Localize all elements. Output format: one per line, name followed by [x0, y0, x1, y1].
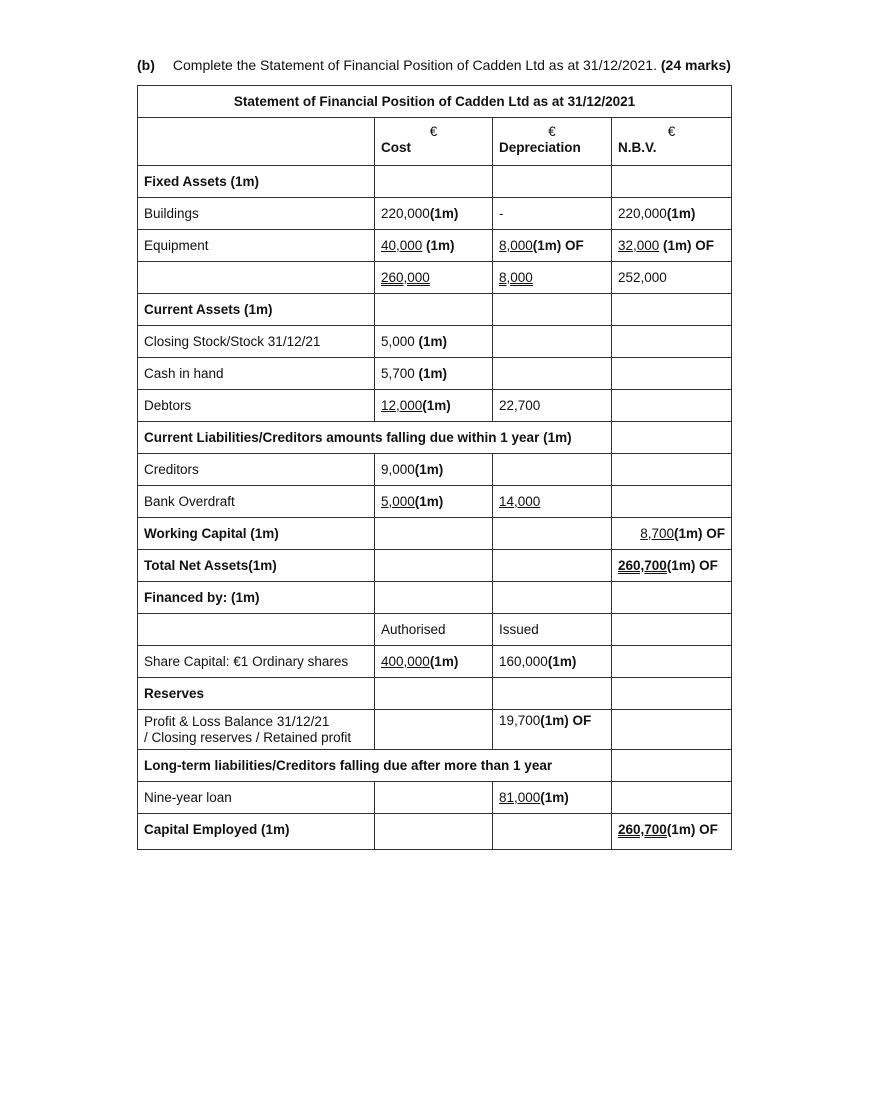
fixed-assets-heading: Fixed Assets (1m) [138, 166, 375, 198]
question-label: (b) [137, 57, 155, 73]
currency-depreciation: € [493, 118, 612, 140]
working-capital-label: Working Capital (1m) [138, 518, 375, 550]
share-capital-label: Share Capital: €1 Ordinary shares [138, 646, 375, 678]
debtors-label: Debtors [138, 390, 375, 422]
capital-employed-value: 260,700(1m) OF [612, 814, 732, 850]
fixed-assets-heading-row [138, 166, 732, 198]
equipment-depreciation: 8,000(1m) OF [493, 230, 612, 262]
creditors-value: 9,000(1m) [375, 454, 493, 486]
share-capital-authorised: 400,000(1m) [375, 646, 493, 678]
title-row [138, 86, 732, 118]
working-capital-row [138, 518, 732, 550]
header-depreciation: Depreciation [493, 140, 612, 166]
share-headers-row [138, 614, 732, 646]
profit-loss-row [138, 710, 732, 750]
question-heading [137, 57, 757, 73]
question-text: Complete the Statement of Financial Position of Cadden Ltd as at 31/12/2021. [172, 57, 657, 73]
header-cost: Cost [375, 140, 493, 166]
current-assets-total: 22,700 [493, 390, 612, 422]
loan-value: 81,000(1m) [493, 782, 612, 814]
stock-value: 5,000 (1m) [375, 326, 493, 358]
cash-label: Cash in hand [138, 358, 375, 390]
total-net-assets-label: Total Net Assets(1m) [138, 550, 375, 582]
share-capital-issued: 160,000(1m) [493, 646, 612, 678]
equipment-row [138, 230, 732, 262]
cash-value: 5,700 (1m) [375, 358, 493, 390]
buildings-row [138, 198, 732, 230]
header-row [138, 140, 732, 166]
stock-row [138, 326, 732, 358]
current-assets-heading: Current Assets (1m) [138, 294, 375, 326]
currency-row [138, 118, 732, 140]
buildings-nbv: 220,000(1m) [612, 198, 732, 230]
fixed-assets-total-nbv: 252,000 [612, 262, 732, 294]
profit-loss-value: 19,700(1m) OF [493, 710, 612, 750]
financed-by-label: Financed by: (1m) [138, 582, 375, 614]
share-capital-row [138, 646, 732, 678]
cash-row [138, 358, 732, 390]
buildings-label: Buildings [138, 198, 375, 230]
reserves-label: Reserves [138, 678, 375, 710]
header-authorised: Authorised [375, 614, 493, 646]
loan-label: Nine-year loan [138, 782, 375, 814]
current-liabilities-total: 14,000 [493, 486, 612, 518]
creditors-label: Creditors [138, 454, 375, 486]
current-liabilities-heading: Current Liabilities/Creditors amounts falling due within 1 year (1m) [138, 422, 612, 454]
debtors-value: 12,000(1m) [375, 390, 493, 422]
equipment-nbv: 32,000 (1m) OF [612, 230, 732, 262]
capital-employed-label: Capital Employed (1m) [138, 814, 375, 850]
currency-cost: € [375, 118, 493, 140]
financial-position-table [137, 85, 732, 850]
current-liabilities-heading-row [138, 422, 732, 454]
stock-label: Closing Stock/Stock 31/12/21 [138, 326, 375, 358]
question-marks: (24 marks) [660, 57, 731, 73]
debtors-row [138, 390, 732, 422]
current-assets-heading-row [138, 294, 732, 326]
overdraft-label: Bank Overdraft [138, 486, 375, 518]
total-net-assets-value: 260,700(1m) OF [612, 550, 732, 582]
fixed-assets-total-row [138, 262, 732, 294]
header-nbv: N.B.V. [612, 140, 732, 166]
profit-loss-label: Profit & Loss Balance 31/12/21 / Closing reserves / Retained profit [138, 710, 375, 750]
working-capital-value: 8,700(1m) OF [612, 518, 732, 550]
long-term-heading: Long-term liabilities/Creditors falling due after more than 1 year [138, 750, 612, 782]
table-title: Statement of Financial Position of Cadden Ltd as at 31/12/2021 [138, 86, 732, 118]
fixed-assets-total-depreciation: 8,000 [493, 262, 612, 294]
currency-nbv: € [612, 118, 732, 140]
capital-employed-row [138, 814, 732, 850]
reserves-row [138, 678, 732, 710]
equipment-label: Equipment [138, 230, 375, 262]
loan-row [138, 782, 732, 814]
financed-by-row [138, 582, 732, 614]
total-net-assets-row [138, 550, 732, 582]
fixed-assets-total-cost: 260,000 [375, 262, 493, 294]
buildings-cost: 220,000(1m) [375, 198, 493, 230]
overdraft-value: 5,000(1m) [375, 486, 493, 518]
creditors-row [138, 454, 732, 486]
long-term-heading-row [138, 750, 732, 782]
buildings-depreciation: - [493, 198, 612, 230]
overdraft-row [138, 486, 732, 518]
equipment-cost: 40,000 (1m) [375, 230, 493, 262]
header-issued: Issued [493, 614, 612, 646]
